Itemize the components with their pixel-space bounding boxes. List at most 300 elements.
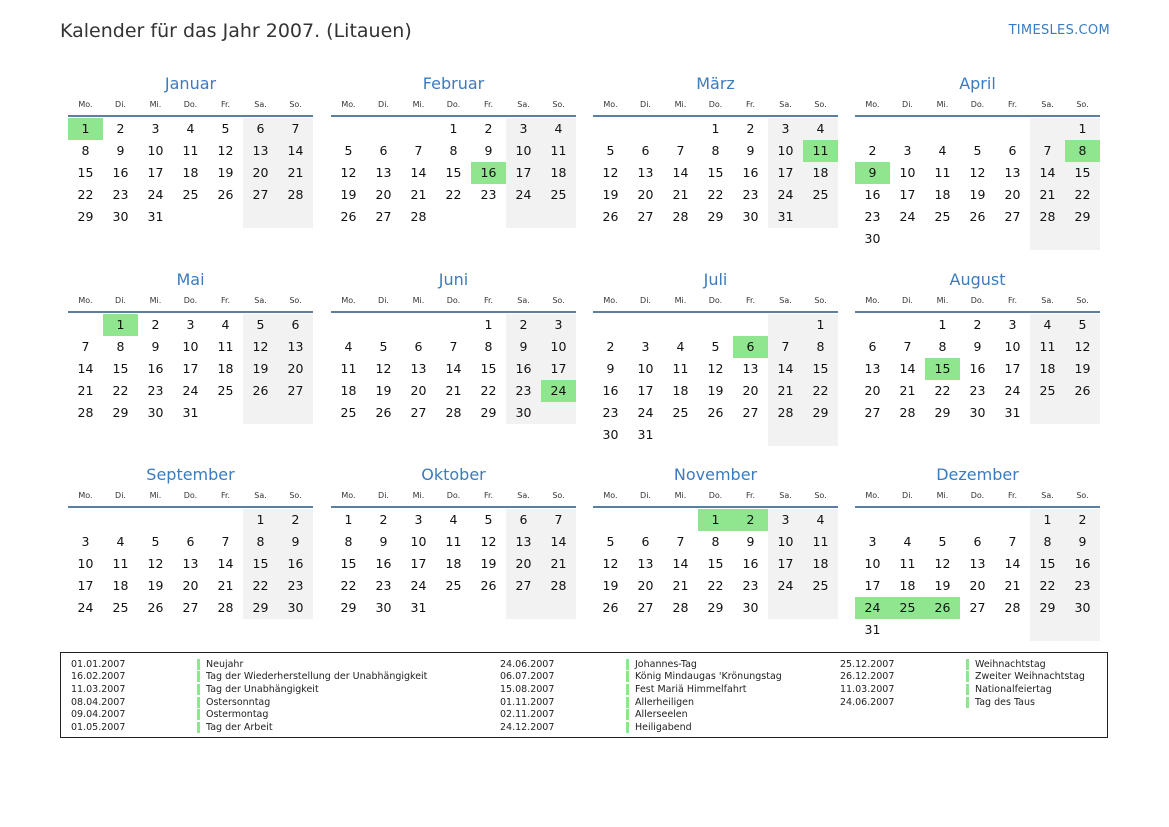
day-cell[interactable]: 8	[711, 534, 720, 549]
day-cell[interactable]: 8	[243, 531, 278, 553]
day-cell[interactable]: 30	[147, 405, 164, 420]
day-cell[interactable]: 25	[1030, 380, 1065, 402]
day-cell[interactable]: 28	[445, 405, 462, 420]
day-cell[interactable]: 6	[379, 143, 388, 158]
day-cell[interactable]: 9	[506, 336, 541, 358]
day-cell[interactable]: 2	[151, 317, 160, 332]
day-cell[interactable]: 27	[637, 600, 654, 615]
day-cell[interactable]: 21	[768, 380, 803, 402]
day-cell[interactable]: 16	[742, 556, 759, 571]
day-cell[interactable]: 25	[112, 600, 129, 615]
day-cell[interactable]: 28	[672, 600, 689, 615]
day-cell[interactable]: 22	[803, 380, 838, 402]
day-cell[interactable]: 8	[116, 339, 125, 354]
day-cell[interactable]: 23	[1065, 575, 1100, 597]
day-cell[interactable]: 20	[278, 358, 313, 380]
day-cell[interactable]: 8	[81, 143, 90, 158]
day-cell[interactable]: 17	[182, 361, 199, 376]
day-cell[interactable]: 16	[147, 361, 164, 376]
day-cell[interactable]: 18	[340, 383, 357, 398]
day-cell[interactable]: 29	[1030, 597, 1065, 619]
day-cell[interactable]: 10	[506, 140, 541, 162]
day-cell[interactable]: 19	[340, 187, 357, 202]
day-cell[interactable]: 31	[864, 622, 881, 637]
day-cell[interactable]: 19	[934, 578, 951, 593]
day-cell[interactable]: 13	[182, 556, 199, 571]
day-cell[interactable]: 4	[449, 512, 458, 527]
day-cell[interactable]: 17	[864, 578, 881, 593]
day-cell[interactable]: 4	[903, 534, 912, 549]
day-cell[interactable]: 25	[445, 578, 462, 593]
day-cell[interactable]: 11	[445, 534, 462, 549]
day-cell[interactable]: 24	[637, 405, 654, 420]
day-cell[interactable]: 22	[707, 187, 724, 202]
day-cell[interactable]: 7	[449, 339, 458, 354]
day-cell[interactable]: 30	[742, 209, 759, 224]
day-cell[interactable]: 18	[934, 187, 951, 202]
day-cell[interactable]: 31	[1004, 405, 1021, 420]
day-cell[interactable]: 15	[707, 165, 724, 180]
day-cell[interactable]: 22	[243, 575, 278, 597]
day-cell[interactable]: 8	[803, 336, 838, 358]
day-cell[interactable]: 9	[746, 534, 755, 549]
day-cell[interactable]: 13	[1004, 165, 1021, 180]
day-cell[interactable]: 16	[506, 358, 541, 380]
day-cell[interactable]: 4	[938, 143, 947, 158]
day-cell[interactable]: 26	[243, 380, 278, 402]
day-cell[interactable]: 2	[116, 121, 125, 136]
day-cell[interactable]: 4	[186, 121, 195, 136]
day-cell[interactable]: 3	[541, 314, 576, 336]
day-cell[interactable]: 2	[973, 317, 982, 332]
day-cell[interactable]: 24	[541, 380, 576, 402]
day-cell[interactable]: 8	[484, 339, 493, 354]
day-cell[interactable]: 18	[803, 553, 838, 575]
day-cell[interactable]: 4	[803, 509, 838, 531]
day-cell[interactable]: 23	[278, 575, 313, 597]
day-cell[interactable]: 1	[1065, 118, 1100, 140]
day-cell[interactable]: 27	[742, 405, 759, 420]
day-cell[interactable]: 12	[147, 556, 164, 571]
day-cell[interactable]: 27	[864, 405, 881, 420]
day-cell[interactable]: 4	[1030, 314, 1065, 336]
day-cell[interactable]: 5	[606, 534, 615, 549]
day-cell[interactable]: 13	[243, 140, 278, 162]
day-cell[interactable]: 26	[925, 597, 960, 619]
day-cell[interactable]: 2	[278, 509, 313, 531]
day-cell[interactable]: 25	[803, 575, 838, 597]
day-cell[interactable]: 27	[375, 209, 392, 224]
day-cell[interactable]: 27	[969, 600, 986, 615]
day-cell[interactable]: 9	[151, 339, 160, 354]
day-cell[interactable]: 22	[480, 383, 497, 398]
day-cell[interactable]: 29	[112, 405, 129, 420]
day-cell[interactable]: 28	[672, 209, 689, 224]
day-cell[interactable]: 19	[147, 578, 164, 593]
day-cell[interactable]: 10	[77, 556, 94, 571]
day-cell[interactable]: 30	[1065, 597, 1100, 619]
day-cell[interactable]: 2	[746, 121, 755, 136]
day-cell[interactable]: 1	[103, 314, 138, 336]
day-cell[interactable]: 25	[890, 597, 925, 619]
day-cell[interactable]: 16	[471, 162, 506, 184]
day-cell[interactable]: 21	[672, 187, 689, 202]
day-cell[interactable]: 12	[375, 361, 392, 376]
day-cell[interactable]: 7	[541, 509, 576, 531]
day-cell[interactable]: 21	[217, 578, 234, 593]
day-cell[interactable]: 9	[116, 143, 125, 158]
day-cell[interactable]: 23	[602, 405, 619, 420]
day-cell[interactable]: 14	[1030, 162, 1065, 184]
day-cell[interactable]: 13	[742, 361, 759, 376]
day-cell[interactable]: 6	[868, 339, 877, 354]
day-cell[interactable]: 31	[410, 600, 427, 615]
day-cell[interactable]: 14	[768, 358, 803, 380]
day-cell[interactable]: 5	[379, 339, 388, 354]
day-cell[interactable]: 23	[147, 383, 164, 398]
day-cell[interactable]: 6	[278, 314, 313, 336]
day-cell[interactable]: 26	[340, 209, 357, 224]
day-cell[interactable]: 30	[969, 405, 986, 420]
day-cell[interactable]: 19	[375, 383, 392, 398]
day-cell[interactable]: 8	[1065, 140, 1100, 162]
day-cell[interactable]: 1	[1030, 509, 1065, 531]
day-cell[interactable]: 8	[1030, 531, 1065, 553]
day-cell[interactable]: 29	[803, 402, 838, 424]
day-cell[interactable]: 11	[1030, 336, 1065, 358]
day-cell[interactable]: 9	[973, 339, 982, 354]
day-cell[interactable]: 28	[768, 402, 803, 424]
day-cell[interactable]: 23	[742, 187, 759, 202]
day-cell[interactable]: 3	[81, 534, 90, 549]
day-cell[interactable]: 17	[637, 383, 654, 398]
day-cell[interactable]: 15	[1065, 162, 1100, 184]
day-cell[interactable]: 21	[541, 553, 576, 575]
day-cell[interactable]: 25	[672, 405, 689, 420]
day-cell[interactable]: 13	[969, 556, 986, 571]
day-cell[interactable]: 2	[733, 509, 768, 531]
day-cell[interactable]: 6	[973, 534, 982, 549]
day-cell[interactable]: 27	[506, 575, 541, 597]
day-cell[interactable]: 11	[541, 140, 576, 162]
day-cell[interactable]: 19	[480, 556, 497, 571]
day-cell[interactable]: 23	[742, 578, 759, 593]
day-cell[interactable]: 24	[899, 209, 916, 224]
day-cell[interactable]: 3	[186, 317, 195, 332]
day-cell[interactable]: 29	[340, 600, 357, 615]
day-cell[interactable]: 24	[1004, 383, 1021, 398]
day-cell[interactable]: 12	[707, 361, 724, 376]
day-cell[interactable]: 24	[182, 383, 199, 398]
day-cell[interactable]: 10	[147, 143, 164, 158]
day-cell[interactable]: 12	[602, 165, 619, 180]
day-cell[interactable]: 25	[541, 184, 576, 206]
day-cell[interactable]: 15	[445, 165, 462, 180]
day-cell[interactable]: 27	[637, 209, 654, 224]
day-cell[interactable]: 12	[602, 556, 619, 571]
day-cell[interactable]: 30	[112, 209, 129, 224]
day-cell[interactable]: 30	[278, 597, 313, 619]
day-cell[interactable]: 11	[803, 531, 838, 553]
day-cell[interactable]: 19	[707, 383, 724, 398]
day-cell[interactable]: 27	[278, 380, 313, 402]
day-cell[interactable]: 1	[243, 509, 278, 531]
day-cell[interactable]: 11	[182, 143, 199, 158]
day-cell[interactable]: 15	[480, 361, 497, 376]
day-cell[interactable]: 17	[410, 556, 427, 571]
day-cell[interactable]: 4	[344, 339, 353, 354]
day-cell[interactable]: 20	[375, 187, 392, 202]
day-cell[interactable]: 1	[803, 314, 838, 336]
day-cell[interactable]: 10	[899, 165, 916, 180]
day-cell[interactable]: 27	[243, 184, 278, 206]
day-cell[interactable]: 10	[541, 336, 576, 358]
day-cell[interactable]: 22	[77, 187, 94, 202]
day-cell[interactable]: 14	[445, 361, 462, 376]
day-cell[interactable]: 23	[969, 383, 986, 398]
day-cell[interactable]: 4	[116, 534, 125, 549]
day-cell[interactable]: 18	[899, 578, 916, 593]
day-cell[interactable]: 28	[410, 209, 427, 224]
day-cell[interactable]: 14	[217, 556, 234, 571]
day-cell[interactable]: 9	[855, 162, 890, 184]
day-cell[interactable]: 3	[506, 118, 541, 140]
day-cell[interactable]: 29	[480, 405, 497, 420]
day-cell[interactable]: 18	[445, 556, 462, 571]
day-cell[interactable]: 14	[77, 361, 94, 376]
day-cell[interactable]: 3	[151, 121, 160, 136]
day-cell[interactable]: 16	[375, 556, 392, 571]
day-cell[interactable]: 30	[742, 600, 759, 615]
day-cell[interactable]: 12	[934, 556, 951, 571]
day-cell[interactable]: 7	[81, 339, 90, 354]
day-cell[interactable]: 16	[278, 553, 313, 575]
day-cell[interactable]: 14	[410, 165, 427, 180]
day-cell[interactable]: 17	[147, 165, 164, 180]
day-cell[interactable]: 31	[182, 405, 199, 420]
day-cell[interactable]: 17	[768, 553, 803, 575]
day-cell[interactable]: 16	[112, 165, 129, 180]
day-cell[interactable]: 21	[1004, 578, 1021, 593]
day-cell[interactable]: 3	[641, 339, 650, 354]
day-cell[interactable]: 19	[1065, 358, 1100, 380]
day-cell[interactable]: 29	[77, 209, 94, 224]
day-cell[interactable]: 7	[1008, 534, 1017, 549]
day-cell[interactable]: 19	[602, 578, 619, 593]
day-cell[interactable]: 8	[938, 339, 947, 354]
day-cell[interactable]: 7	[278, 118, 313, 140]
day-cell[interactable]: 5	[973, 143, 982, 158]
day-cell[interactable]: 11	[934, 165, 951, 180]
day-cell[interactable]: 9	[606, 361, 615, 376]
day-cell[interactable]: 21	[77, 383, 94, 398]
day-cell[interactable]: 5	[606, 143, 615, 158]
day-cell[interactable]: 21	[672, 578, 689, 593]
day-cell[interactable]: 11	[217, 339, 234, 354]
day-cell[interactable]: 9	[484, 143, 493, 158]
day-cell[interactable]: 5	[1065, 314, 1100, 336]
day-cell[interactable]: 28	[278, 184, 313, 206]
day-cell[interactable]: 24	[506, 184, 541, 206]
day-cell[interactable]: 6	[414, 339, 423, 354]
day-cell[interactable]: 3	[868, 534, 877, 549]
day-cell[interactable]: 10	[1004, 339, 1021, 354]
day-cell[interactable]: 9	[278, 531, 313, 553]
day-cell[interactable]: 18	[541, 162, 576, 184]
day-cell[interactable]: 11	[899, 556, 916, 571]
day-cell[interactable]: 16	[969, 361, 986, 376]
day-cell[interactable]: 30	[864, 231, 881, 246]
day-cell[interactable]: 24	[410, 578, 427, 593]
day-cell[interactable]: 6	[1008, 143, 1017, 158]
day-cell[interactable]: 1	[344, 512, 353, 527]
day-cell[interactable]: 13	[864, 361, 881, 376]
day-cell[interactable]: 25	[934, 209, 951, 224]
day-cell[interactable]: 17	[541, 358, 576, 380]
day-cell[interactable]: 6	[733, 336, 768, 358]
day-cell[interactable]: 6	[641, 143, 650, 158]
day-cell[interactable]: 28	[217, 600, 234, 615]
day-cell[interactable]: 21	[278, 162, 313, 184]
day-cell[interactable]: 23	[864, 209, 881, 224]
day-cell[interactable]: 2	[506, 314, 541, 336]
day-cell[interactable]: 29	[707, 600, 724, 615]
day-cell[interactable]: 22	[1030, 575, 1065, 597]
day-cell[interactable]: 4	[541, 118, 576, 140]
day-cell[interactable]: 13	[375, 165, 392, 180]
day-cell[interactable]: 1	[698, 509, 733, 531]
day-cell[interactable]: 29	[1065, 206, 1100, 228]
day-cell[interactable]: 22	[112, 383, 129, 398]
day-cell[interactable]: 18	[1030, 358, 1065, 380]
day-cell[interactable]: 5	[711, 339, 720, 354]
day-cell[interactable]: 6	[243, 118, 278, 140]
day-cell[interactable]: 8	[449, 143, 458, 158]
day-cell[interactable]: 17	[899, 187, 916, 202]
day-cell[interactable]: 26	[375, 405, 392, 420]
day-cell[interactable]: 23	[112, 187, 129, 202]
day-cell[interactable]: 23	[375, 578, 392, 593]
day-cell[interactable]: 16	[602, 383, 619, 398]
day-cell[interactable]: 10	[768, 140, 803, 162]
day-cell[interactable]: 19	[217, 165, 234, 180]
day-cell[interactable]: 30	[506, 402, 541, 424]
day-cell[interactable]: 6	[186, 534, 195, 549]
day-cell[interactable]: 30	[602, 427, 619, 442]
day-cell[interactable]: 3	[768, 509, 803, 531]
day-cell[interactable]: 22	[707, 578, 724, 593]
day-cell[interactable]: 22	[934, 383, 951, 398]
day-cell[interactable]: 28	[541, 575, 576, 597]
day-cell[interactable]: 15	[925, 358, 960, 380]
day-cell[interactable]: 15	[243, 553, 278, 575]
day-cell[interactable]: 28	[1004, 600, 1021, 615]
day-cell[interactable]: 22	[340, 578, 357, 593]
day-cell[interactable]: 25	[182, 187, 199, 202]
day-cell[interactable]: 14	[541, 531, 576, 553]
day-cell[interactable]: 13	[637, 165, 654, 180]
day-cell[interactable]: 25	[803, 184, 838, 206]
day-cell[interactable]: 18	[217, 361, 234, 376]
day-cell[interactable]: 3	[903, 143, 912, 158]
day-cell[interactable]: 31	[768, 206, 803, 228]
day-cell[interactable]: 21	[410, 187, 427, 202]
day-cell[interactable]: 28	[77, 405, 94, 420]
day-cell[interactable]: 4	[221, 317, 230, 332]
day-cell[interactable]: 1	[938, 317, 947, 332]
day-cell[interactable]: 12	[969, 165, 986, 180]
day-cell[interactable]: 15	[1030, 553, 1065, 575]
day-cell[interactable]: 1	[68, 118, 103, 140]
day-cell[interactable]: 5	[243, 314, 278, 336]
day-cell[interactable]: 2	[868, 143, 877, 158]
day-cell[interactable]: 25	[340, 405, 357, 420]
day-cell[interactable]: 18	[672, 383, 689, 398]
day-cell[interactable]: 3	[1008, 317, 1017, 332]
day-cell[interactable]: 20	[742, 383, 759, 398]
day-cell[interactable]: 4	[676, 339, 685, 354]
day-cell[interactable]: 20	[243, 162, 278, 184]
day-cell[interactable]: 20	[864, 383, 881, 398]
day-cell[interactable]: 24	[768, 184, 803, 206]
day-cell[interactable]: 9	[746, 143, 755, 158]
day-cell[interactable]: 6	[506, 509, 541, 531]
day-cell[interactable]: 11	[112, 556, 129, 571]
day-cell[interactable]: 2	[1065, 509, 1100, 531]
day-cell[interactable]: 13	[506, 531, 541, 553]
day-cell[interactable]: 15	[803, 358, 838, 380]
day-cell[interactable]: 5	[344, 143, 353, 158]
day-cell[interactable]: 15	[77, 165, 94, 180]
day-cell[interactable]: 27	[1004, 209, 1021, 224]
day-cell[interactable]: 13	[278, 336, 313, 358]
day-cell[interactable]: 16	[864, 187, 881, 202]
day-cell[interactable]: 20	[506, 553, 541, 575]
day-cell[interactable]: 11	[803, 140, 838, 162]
day-cell[interactable]: 5	[151, 534, 160, 549]
day-cell[interactable]: 1	[449, 121, 458, 136]
day-cell[interactable]: 31	[147, 209, 164, 224]
day-cell[interactable]: 27	[410, 405, 427, 420]
day-cell[interactable]: 11	[672, 361, 689, 376]
day-cell[interactable]: 4	[803, 118, 838, 140]
day-cell[interactable]: 29	[707, 209, 724, 224]
day-cell[interactable]: 14	[672, 165, 689, 180]
day-cell[interactable]: 20	[637, 578, 654, 593]
day-cell[interactable]: 2	[484, 121, 493, 136]
day-cell[interactable]: 12	[340, 165, 357, 180]
day-cell[interactable]: 15	[340, 556, 357, 571]
day-cell[interactable]: 16	[1065, 553, 1100, 575]
day-cell[interactable]: 1	[711, 121, 720, 136]
day-cell[interactable]: 22	[1065, 184, 1100, 206]
day-cell[interactable]: 20	[637, 187, 654, 202]
day-cell[interactable]: 9	[379, 534, 388, 549]
day-cell[interactable]: 14	[278, 140, 313, 162]
day-cell[interactable]: 5	[938, 534, 947, 549]
day-cell[interactable]: 5	[484, 512, 493, 527]
day-cell[interactable]: 28	[1030, 206, 1065, 228]
day-cell[interactable]: 15	[112, 361, 129, 376]
day-cell[interactable]: 26	[480, 578, 497, 593]
day-cell[interactable]: 7	[768, 336, 803, 358]
day-cell[interactable]: 17	[506, 162, 541, 184]
day-cell[interactable]: 24	[855, 597, 890, 619]
day-cell[interactable]: 5	[221, 121, 230, 136]
day-cell[interactable]: 29	[934, 405, 951, 420]
day-cell[interactable]: 21	[899, 383, 916, 398]
day-cell[interactable]: 18	[803, 162, 838, 184]
